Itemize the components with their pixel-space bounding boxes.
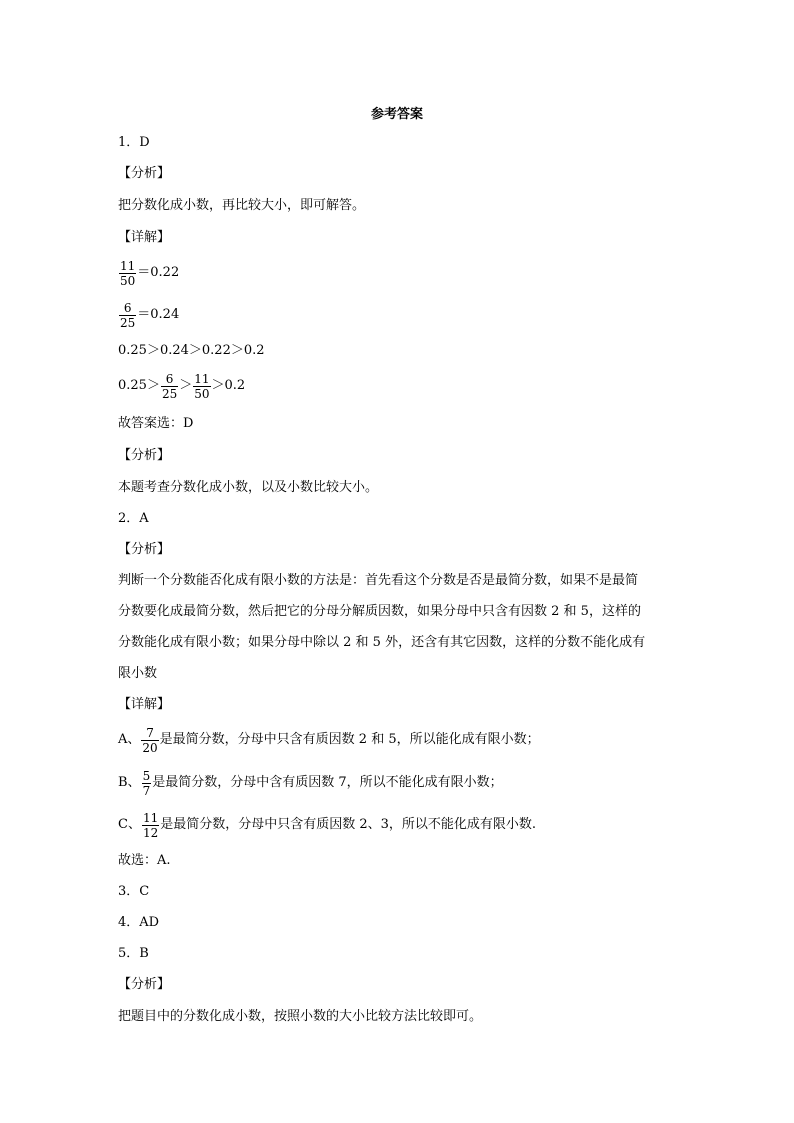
q5-analysis-heading: 【分析】 (118, 977, 171, 992)
fraction: $\frac{7}{20}$ (142, 725, 158, 755)
q1-answer: 1．D (118, 135, 150, 150)
q2-analysis-line: 判断一个分数能否化成有限小数的方法是：首先看这个分数是否是最简分数，如果不是最简 (118, 573, 639, 588)
q1-order: 0.25＞0.24＞0.22＞0.2 (118, 343, 265, 358)
fraction: $\frac{11}{50}$ (120, 258, 136, 288)
q2-option-c: C、 $\frac{11}{12}$ 是最简分数，分母中只含有质因数 2、3，所以不能化成有限小数. (118, 810, 537, 840)
q1-analysis-text: 把分数化成小数，再比较大小，即可解答。 (118, 198, 366, 213)
q2-option-b: B、 $\frac{5}{7}$ 是最简分数，分母中含有质因数 7，所以不能化成有限小数； (118, 768, 503, 798)
fraction: $\frac{6}{25}$ (161, 371, 178, 401)
q5-analysis-text: 把题目中的分数化成小数，按照小数的大小比较方法比较即可。 (118, 1009, 483, 1024)
fraction: $\frac{6}{25}$ (120, 300, 136, 330)
q1-analysis2-heading: 【分析】 (118, 448, 171, 463)
q2-analysis-line: 分数能化成有限小数；如果分母中除以 2 和 5 外，还含有其它因数，这样的分数不能化成有 (118, 635, 646, 650)
q2-answer: 2．A (118, 511, 149, 526)
q1-analysis-heading: 【分析】 (118, 166, 171, 181)
fraction: $\frac{11}{12}$ (142, 810, 159, 840)
q2-analysis-line: 限小数 (118, 666, 158, 681)
fraction: $\frac{11}{50}$ (194, 371, 210, 401)
q2-detail-heading: 【详解】 (118, 697, 171, 712)
q2-analysis-heading: 【分析】 (118, 542, 171, 557)
fraction: $\frac{5}{7}$ (142, 768, 151, 798)
q4-answer: 4．AD (118, 915, 160, 930)
q1-conclusion: 故答案选：D (118, 416, 194, 431)
page-title: 参考答案 (370, 107, 423, 122)
q1-compare: 0.25＞ $\frac{6}{25}$ ＞ $\frac{11}{50}$ ＞0.2 (118, 371, 246, 401)
q1-analysis2-text: 本题考查分数化成小数，以及小数比较大小。 (118, 480, 379, 495)
q5-answer: 5．B (118, 946, 149, 961)
q2-option-a: A、 $\frac{7}{20}$ 是最简分数，分母中只含有质因数 2 和 5，所以能化成有限小数； (118, 725, 540, 755)
q2-analysis-line: 分数要化成最简分数，然后把它的分母分解质因数，如果分母中只含有因数 2 和 5，这样的 (118, 604, 641, 619)
q1-equation-2: $\frac{6}{25}$ ＝0.24 (120, 300, 180, 330)
q1-equation-1: $\frac{11}{50}$ ＝0.22 (120, 258, 180, 288)
q3-answer: 3．C (118, 884, 150, 899)
q1-detail-heading: 【详解】 (118, 230, 171, 245)
q2-conclusion: 故选：A. (118, 853, 171, 868)
